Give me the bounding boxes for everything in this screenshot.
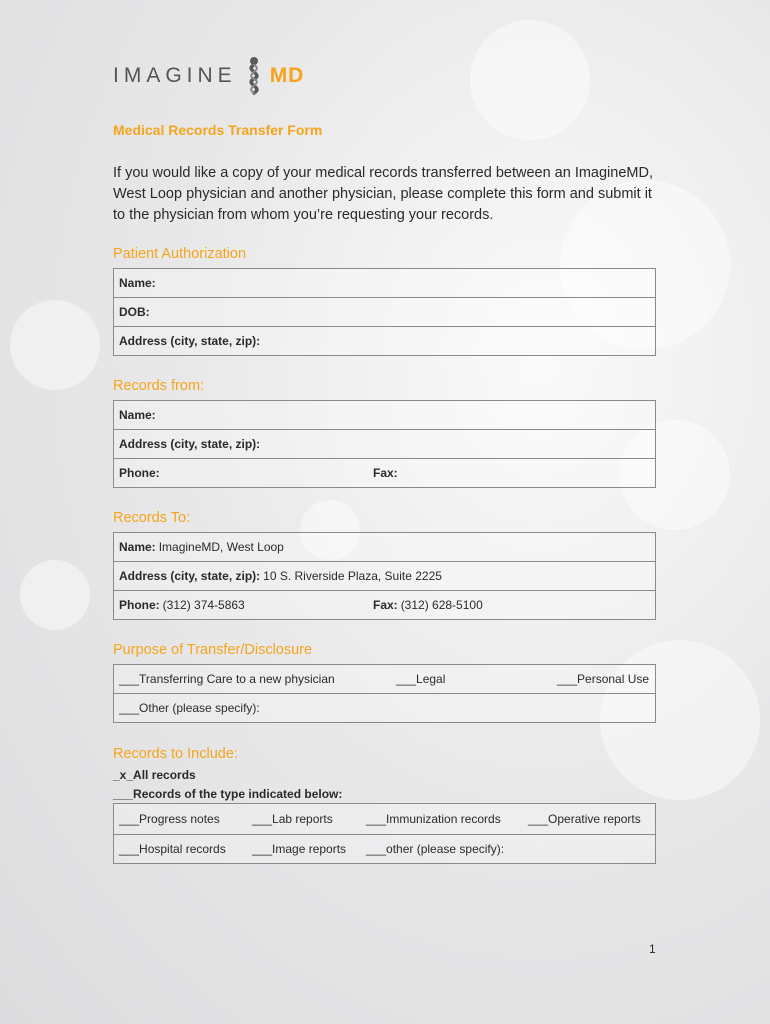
records-from-phone-label[interactable]: Phone:	[119, 466, 160, 480]
records-to-address-field[interactable]	[114, 561, 655, 590]
purpose-options-row	[114, 665, 655, 693]
purpose-table	[113, 664, 656, 723]
records-from-fax-cell[interactable]	[373, 459, 398, 487]
purpose-option-other[interactable]: ___Other (please specify):	[119, 701, 260, 715]
records-from-title: Records from:	[113, 378, 205, 394]
records-include-title: Records to Include:	[113, 746, 238, 762]
include-operative-reports[interactable]: ___Operative reports	[528, 812, 641, 826]
records-from-address-field[interactable]	[114, 429, 655, 458]
include-lab-reports[interactable]: ___Lab reports	[252, 812, 333, 826]
records-from-phone-fax-row	[114, 458, 655, 487]
records-from-table	[113, 400, 656, 488]
purpose-title: Purpose of Transfer/Disclosure	[113, 642, 313, 658]
include-types-row-1	[114, 804, 655, 834]
patient-name-label: Name:	[119, 276, 156, 290]
caduceus-icon	[241, 56, 267, 96]
include-other[interactable]: ___other (please specify):	[366, 842, 505, 856]
records-to-table	[113, 532, 656, 620]
purpose-option-legal[interactable]: ___Legal	[396, 672, 446, 686]
records-to-address-value: 10 S. Riverside Plaza, Suite 2225	[263, 569, 442, 583]
records-to-fax-label: Fax:	[373, 598, 398, 612]
records-to-phone-value[interactable]: (312) 374-5863	[162, 598, 245, 612]
records-from-address-label: Address (city, state, zip):	[119, 437, 261, 451]
include-hospital-records[interactable]: ___Hospital records	[119, 842, 226, 856]
include-image-reports[interactable]: ___Image reports	[252, 842, 347, 856]
patient-address-field[interactable]	[114, 326, 655, 355]
records-from-name-field[interactable]	[114, 401, 655, 429]
page-number: 1	[649, 942, 656, 956]
records-from-name-label: Name:	[119, 408, 156, 422]
include-all-records[interactable]: _x_All records	[113, 768, 196, 782]
patient-name-field[interactable]	[114, 269, 655, 297]
patient-dob-field[interactable]	[114, 297, 655, 326]
records-to-title: Records To:	[113, 510, 191, 526]
records-to-name-label: Name:	[119, 540, 156, 554]
records-include-table	[113, 803, 656, 864]
records-from-fax-label: Fax:	[373, 466, 398, 480]
records-to-fax-cell[interactable]	[373, 591, 483, 619]
records-to-phone-fax-row	[114, 590, 655, 619]
logo-md: MD	[269, 64, 305, 87]
records-to-fax-value: (312) 628-5100	[400, 598, 483, 612]
purpose-option-personal[interactable]: ___Personal Use	[557, 672, 650, 686]
records-to-phone-label: Phone:	[119, 598, 160, 612]
include-types-row-2	[114, 834, 655, 863]
include-type-records[interactable]: ___Records of the type indicated below:	[113, 787, 343, 801]
records-to-name-value: ImagineMD, West Loop	[158, 540, 284, 554]
patient-dob-label: DOB:	[119, 305, 150, 319]
purpose-option-transfer[interactable]: ___Transferring Care to a new physician	[119, 672, 335, 686]
patient-authorization-title: Patient Authorization	[113, 246, 247, 262]
form-title: Medical Records Transfer Form	[113, 122, 323, 138]
patient-authorization-table	[113, 268, 656, 356]
patient-address-label: Address (city, state, zip):	[119, 334, 261, 348]
records-to-name-field[interactable]	[114, 533, 655, 561]
intro-paragraph: If you would like a copy of your medical records transferred between an ImagineMD, West Loop physician and another physician, please complete this form and submit it to the physician from whom you’re requesting your records.	[113, 165, 653, 223]
logo-word: IMAGINE	[113, 64, 237, 87]
records-to-address-label: Address (city, state, zip):	[119, 569, 261, 583]
include-immunization-records[interactable]: ___Immunization records	[366, 812, 501, 826]
purpose-other-row	[114, 693, 655, 722]
imaginemd-logo	[113, 56, 304, 96]
include-progress-notes[interactable]: ___Progress notes	[119, 812, 220, 826]
